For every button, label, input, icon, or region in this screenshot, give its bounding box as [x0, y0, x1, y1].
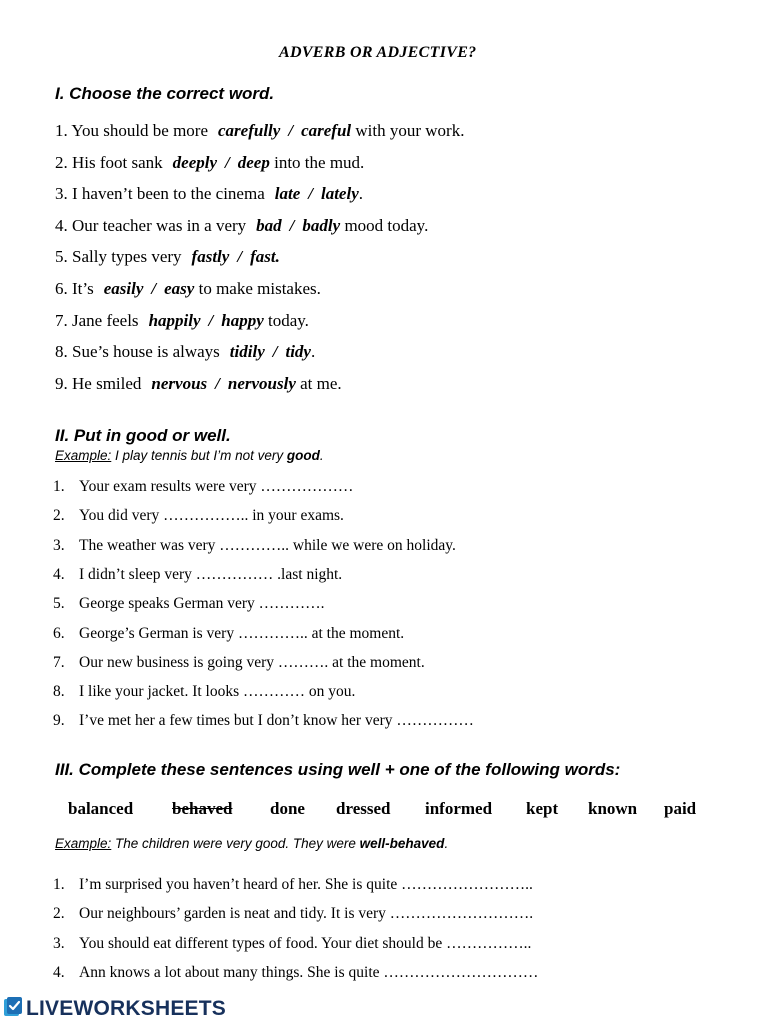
section1-item	[55, 374, 342, 394]
section3-item	[53, 905, 533, 923]
item-text-after: into the mud.	[274, 152, 365, 172]
item-text-after: with your work.	[355, 121, 465, 140]
item-text: Your exam results were very ………………	[79, 478, 354, 495]
option-b[interactable]: easy	[164, 279, 195, 298]
option-a[interactable]: fastly	[191, 247, 230, 267]
item-number: 4.	[53, 963, 65, 981]
section3-heading: III. Complete these sentences using well + one of the following words:	[55, 760, 621, 779]
example-label: Example:	[55, 448, 112, 463]
option-b[interactable]: lately	[320, 184, 359, 204]
option-a[interactable]: happily	[148, 310, 201, 330]
section2-item	[53, 566, 342, 584]
section2-heading-pre: II. Put in	[55, 426, 126, 445]
item-number: 7.	[53, 653, 65, 671]
item-number: 3.	[55, 184, 68, 204]
option-separator: /	[289, 215, 295, 235]
item-text-before: I haven’t been to the cinema	[72, 184, 265, 204]
item-text-after: mood today.	[344, 215, 429, 235]
item-number: 1.	[55, 121, 68, 140]
item-text-before: You should be more	[71, 121, 209, 140]
item-number: 4.	[53, 565, 65, 583]
item-number: 9.	[55, 373, 68, 393]
item-number: 8.	[55, 342, 68, 362]
item-text: Our new business is going very ………. at the moment.	[79, 653, 425, 671]
section1-item	[55, 184, 363, 204]
item-number: 6.	[55, 279, 68, 298]
item-text-before: He smiled	[72, 373, 142, 393]
section3-example	[55, 836, 448, 851]
section1-heading: I. Choose the correct word.	[55, 84, 275, 103]
section2-item	[53, 478, 353, 496]
logo-text: LIVEWORKSHEETS	[26, 997, 226, 1020]
option-b[interactable]: badly	[302, 215, 341, 235]
option-separator: /	[151, 279, 157, 298]
item-text-after: at me.	[300, 373, 342, 393]
section1-item	[55, 216, 428, 236]
option-separator: /	[272, 342, 278, 362]
item-number: 5.	[53, 595, 65, 613]
word-bank-item-struck: behaved	[172, 799, 233, 818]
option-separator: /	[237, 247, 243, 267]
option-a[interactable]: late	[274, 184, 301, 204]
section1-item	[55, 311, 309, 331]
item-text: I didn’t sleep very …………… .last night.	[79, 565, 343, 583]
example-answer: well-behaved	[359, 836, 445, 851]
item-text: George’s German is very ………….. at the moment.	[79, 624, 405, 642]
section1-item	[55, 342, 315, 362]
item-text: I’ve met her a few times but I don’t know her very ……………	[79, 712, 474, 730]
option-separator: /	[225, 152, 230, 172]
option-b[interactable]: nervously	[227, 373, 296, 393]
section2-item	[53, 595, 325, 613]
section1-item	[55, 153, 364, 173]
item-text: I like your jacket. It looks ………… on you.	[79, 683, 356, 701]
word-bank-item: informed	[425, 799, 493, 818]
item-text: You did very …………….. in your exams.	[79, 507, 344, 525]
section2-heading-word-good: good	[125, 426, 168, 445]
item-number: 1.	[53, 478, 65, 495]
item-text-after: .	[358, 184, 363, 204]
item-text-before: Sue’s house is always	[72, 342, 220, 362]
item-text: I’m surprised you haven’t heard of her. She is quite ……………………..	[79, 876, 533, 893]
section2-item	[53, 537, 456, 555]
item-number: 2.	[53, 905, 65, 923]
item-number: 3.	[53, 536, 65, 554]
option-b[interactable]: tidy	[285, 342, 311, 362]
item-number: 3.	[53, 934, 65, 952]
item-text: Our neighbours’ garden is neat and tidy. It is very ……………………….	[79, 905, 534, 923]
example-end: .	[319, 448, 324, 463]
section2-item	[53, 654, 425, 672]
section1-item	[55, 247, 280, 267]
word-bank-item: known	[588, 799, 638, 818]
item-text-after: to make mistakes.	[198, 279, 321, 298]
word-bank-item: dressed	[336, 799, 391, 818]
item-text-before: His foot sank	[72, 152, 163, 172]
section2-heading-post: .	[225, 426, 231, 445]
word-bank-item: kept	[526, 799, 559, 818]
word-bank-item: done	[270, 799, 305, 818]
section2-item	[53, 712, 474, 730]
item-text: Ann knows a lot about many things. She is quite …………………………	[79, 963, 539, 981]
option-a[interactable]: easily	[103, 279, 144, 298]
liveworksheets-logo-icon	[2, 996, 24, 1024]
item-text: You should eat different types of food. Your diet should be ……………..	[79, 934, 532, 952]
option-a[interactable]: carefully	[218, 121, 281, 140]
section2-heading-mid: or	[167, 426, 194, 445]
item-text-before: Sally types very	[72, 247, 182, 267]
item-number: 1.	[53, 876, 65, 893]
item-number: 5.	[55, 247, 68, 267]
item-number: 2.	[55, 152, 68, 172]
item-text: George speaks German very ………….	[79, 595, 325, 613]
item-number: 6.	[53, 624, 65, 642]
section3-item	[53, 876, 533, 894]
option-a[interactable]: bad	[256, 215, 282, 235]
section3-item	[53, 935, 531, 953]
word-bank-item: paid	[664, 799, 697, 818]
option-separator: /	[288, 121, 294, 140]
example-text: The children were very good. They were	[111, 836, 360, 851]
item-text-before: Jane feels	[72, 310, 139, 330]
example-label: Example:	[55, 836, 112, 851]
section1-item	[55, 121, 464, 141]
example-text: I play tennis but I’m not very	[111, 448, 287, 463]
section2-item	[53, 625, 404, 643]
section2-item	[53, 507, 344, 525]
item-text: The weather was very ………….. while we were on holiday.	[79, 536, 456, 554]
item-number: 8.	[53, 683, 65, 701]
footer-logo[interactable]	[2, 996, 226, 1024]
item-number: 7.	[55, 310, 68, 330]
option-b[interactable]: happy	[221, 310, 264, 330]
example-answer: good	[286, 448, 320, 463]
word-bank-item: balanced	[68, 799, 134, 818]
section2-example	[55, 448, 324, 463]
section2-heading	[55, 426, 231, 446]
item-text-before: Our teacher was in a very	[72, 215, 247, 235]
section2-heading-word-well: well	[193, 426, 226, 445]
item-text-before: It’s	[72, 279, 94, 298]
item-text-after: .	[310, 342, 316, 362]
option-b[interactable]: fast.	[250, 247, 280, 267]
option-separator: /	[308, 184, 313, 204]
option-separator: /	[208, 310, 214, 330]
option-a[interactable]: tidily	[229, 342, 265, 362]
section2-item	[53, 683, 355, 701]
option-a[interactable]: nervous	[151, 373, 208, 393]
item-number: 4.	[55, 215, 68, 235]
option-a[interactable]: deeply	[172, 152, 218, 172]
item-text-after: today.	[268, 310, 309, 330]
option-b[interactable]: careful	[301, 121, 352, 140]
option-separator: /	[215, 373, 220, 393]
option-b[interactable]: deep	[237, 152, 270, 172]
page-title: ADVERB OR ADJECTIVE?	[279, 44, 477, 61]
example-end: .	[444, 836, 449, 851]
section1-item	[55, 279, 321, 299]
section3-item	[53, 964, 538, 982]
item-number: 2.	[53, 507, 65, 525]
item-number: 9.	[53, 712, 65, 730]
